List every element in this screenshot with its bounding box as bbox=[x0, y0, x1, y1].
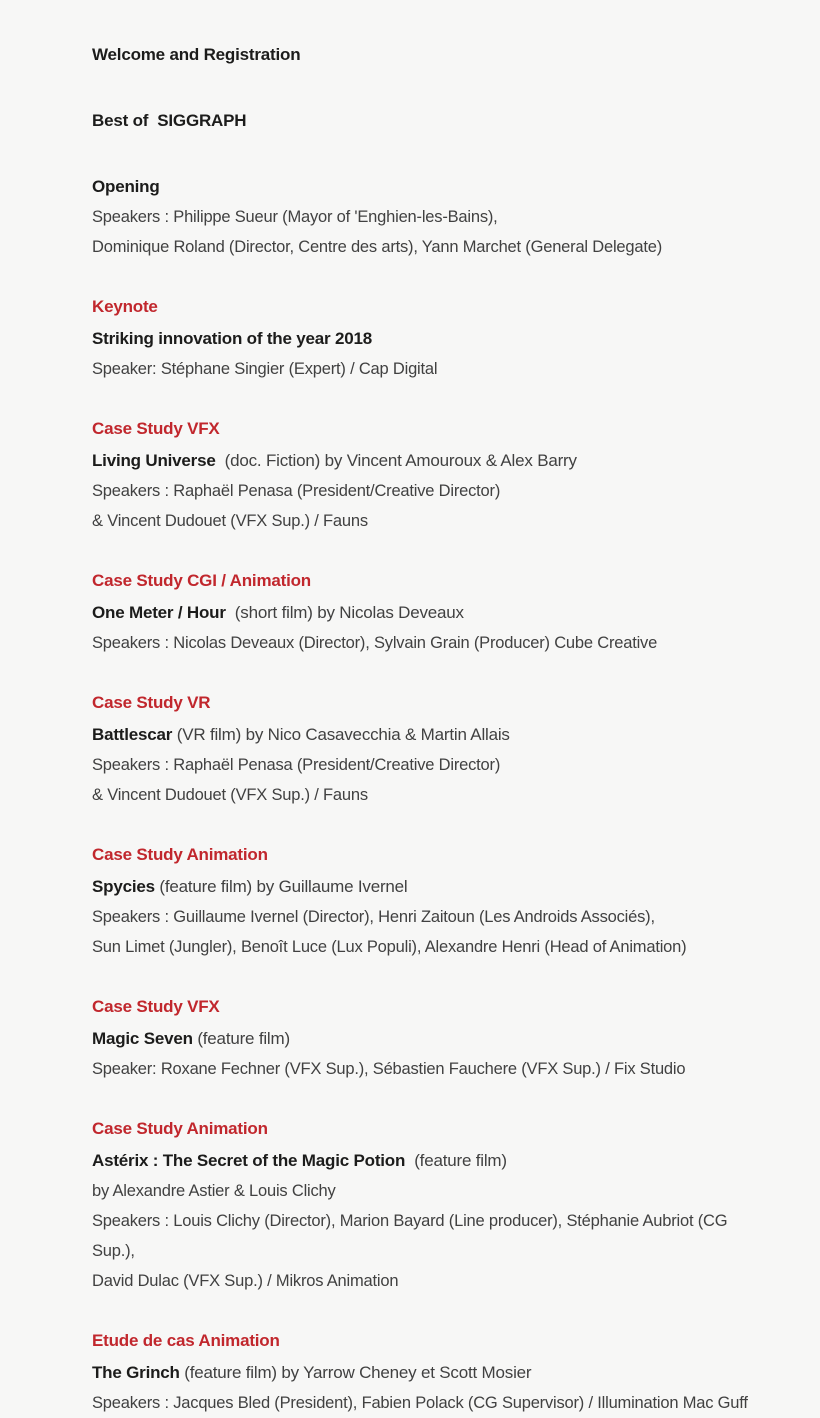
session-title bbox=[92, 446, 760, 476]
session-category: Case Study CGI / Animation bbox=[92, 571, 311, 590]
session-block bbox=[92, 414, 760, 536]
session-block bbox=[92, 688, 760, 810]
session-block bbox=[92, 566, 760, 658]
session-block bbox=[92, 840, 760, 962]
session-detail-line: & Vincent Dudouet (VFX Sup.) / Fauns bbox=[92, 512, 368, 530]
session-title-suffix: (feature film) bbox=[192, 1029, 290, 1048]
session-title bbox=[92, 1146, 760, 1176]
session-detail-line: Speakers : Jacques Bled (President), Fabien Polack (CG Supervisor) / Illumination Mac Guff bbox=[92, 1394, 748, 1412]
session-detail-line: Speakers : Raphaël Penasa (President/Creative Director) bbox=[92, 756, 501, 774]
session-title bbox=[92, 720, 760, 750]
session-detail-line: Speakers : Raphaël Penasa (President/Creative Director) bbox=[92, 482, 501, 500]
session-block bbox=[92, 40, 760, 70]
session-category: Case Study VFX bbox=[92, 419, 220, 438]
session-title-main: Striking innovation of the year 2018 bbox=[92, 329, 372, 348]
session-detail-line: Sun Limet (Jungler), Benoît Luce (Lux Populi), Alexandre Henri (Head of Animation) bbox=[92, 938, 687, 956]
session-title bbox=[92, 106, 760, 136]
session-title-main: The Grinch bbox=[92, 1363, 180, 1382]
session-title-main: One Meter / Hour bbox=[92, 603, 226, 622]
session-detail-line: Speakers : Louis Clichy (Director), Marion Bayard (Line producer), Stéphanie Aubriot (CG Sup.), bbox=[92, 1212, 732, 1260]
session-title-suffix: (VR film) by Nico Casavecchia & Martin Allais bbox=[172, 725, 510, 744]
session-title-suffix: (feature film) by Yarrow Cheney et Scott Mosier bbox=[179, 1363, 532, 1382]
session-category: Case Study Animation bbox=[92, 845, 268, 864]
session-title-suffix: (short film) by Nicolas Deveaux bbox=[225, 603, 464, 622]
session-title-main: Spycies bbox=[92, 877, 155, 896]
session-title-suffix: (doc. Fiction) by Vincent Amouroux & Alex Barry bbox=[215, 451, 577, 470]
session-detail-line: & Vincent Dudouet (VFX Sup.) / Fauns bbox=[92, 786, 368, 804]
session-block bbox=[92, 1326, 760, 1418]
session-category: Keynote bbox=[92, 297, 158, 316]
session-detail-line: Speaker: Roxane Fechner (VFX Sup.), Sébastien Fauchere (VFX Sup.) / Fix Studio bbox=[92, 1060, 686, 1078]
session-title-main: Battlescar bbox=[92, 725, 173, 744]
session-title-main: Magic Seven bbox=[92, 1029, 193, 1048]
session-title-main: Astérix : The Secret of the Magic Potion bbox=[92, 1151, 406, 1170]
session-category: Case Study VR bbox=[92, 693, 211, 712]
session-block bbox=[92, 992, 760, 1084]
session-title bbox=[92, 324, 760, 354]
session-title-suffix: (feature film) bbox=[405, 1151, 507, 1170]
session-title-main: Living Universe bbox=[92, 451, 216, 470]
session-title bbox=[92, 1024, 760, 1054]
session-category: Case Study Animation bbox=[92, 1119, 268, 1138]
session-block bbox=[92, 172, 760, 262]
session-detail-line: by Alexandre Astier & Louis Clichy bbox=[92, 1182, 336, 1200]
session-block bbox=[92, 106, 760, 136]
session-title bbox=[92, 172, 760, 202]
session-title bbox=[92, 598, 760, 628]
session-title bbox=[92, 1358, 760, 1388]
session-detail-line: David Dulac (VFX Sup.) / Mikros Animation bbox=[92, 1272, 399, 1290]
session-category: Case Study VFX bbox=[92, 997, 220, 1016]
session-detail-line: Speakers : Guillaume Ivernel (Director), Henri Zaitoun (Les Androids Associés), bbox=[92, 908, 655, 926]
session-title-suffix: (feature film) by Guillaume Ivernel bbox=[154, 877, 408, 896]
session-title bbox=[92, 40, 760, 70]
session-title-main: Best of SIGGRAPH bbox=[92, 111, 247, 130]
session-title bbox=[92, 872, 760, 902]
session-title-main: Opening bbox=[92, 177, 160, 196]
session-detail-line: Speakers : Nicolas Deveaux (Director), Sylvain Grain (Producer) Cube Creative bbox=[92, 634, 658, 652]
session-block bbox=[92, 1114, 760, 1296]
session-title-main: Welcome and Registration bbox=[92, 45, 301, 64]
session-block bbox=[92, 292, 760, 384]
session-category: Etude de cas Animation bbox=[92, 1331, 280, 1350]
session-detail-line: Speakers : Philippe Sueur (Mayor of 'Enghien-les-Bains), bbox=[92, 208, 498, 226]
session-detail-line: Dominique Roland (Director, Centre des arts), Yann Marchet (General Delegate) bbox=[92, 238, 663, 256]
session-detail-line: Speaker: Stéphane Singier (Expert) / Cap Digital bbox=[92, 360, 438, 378]
